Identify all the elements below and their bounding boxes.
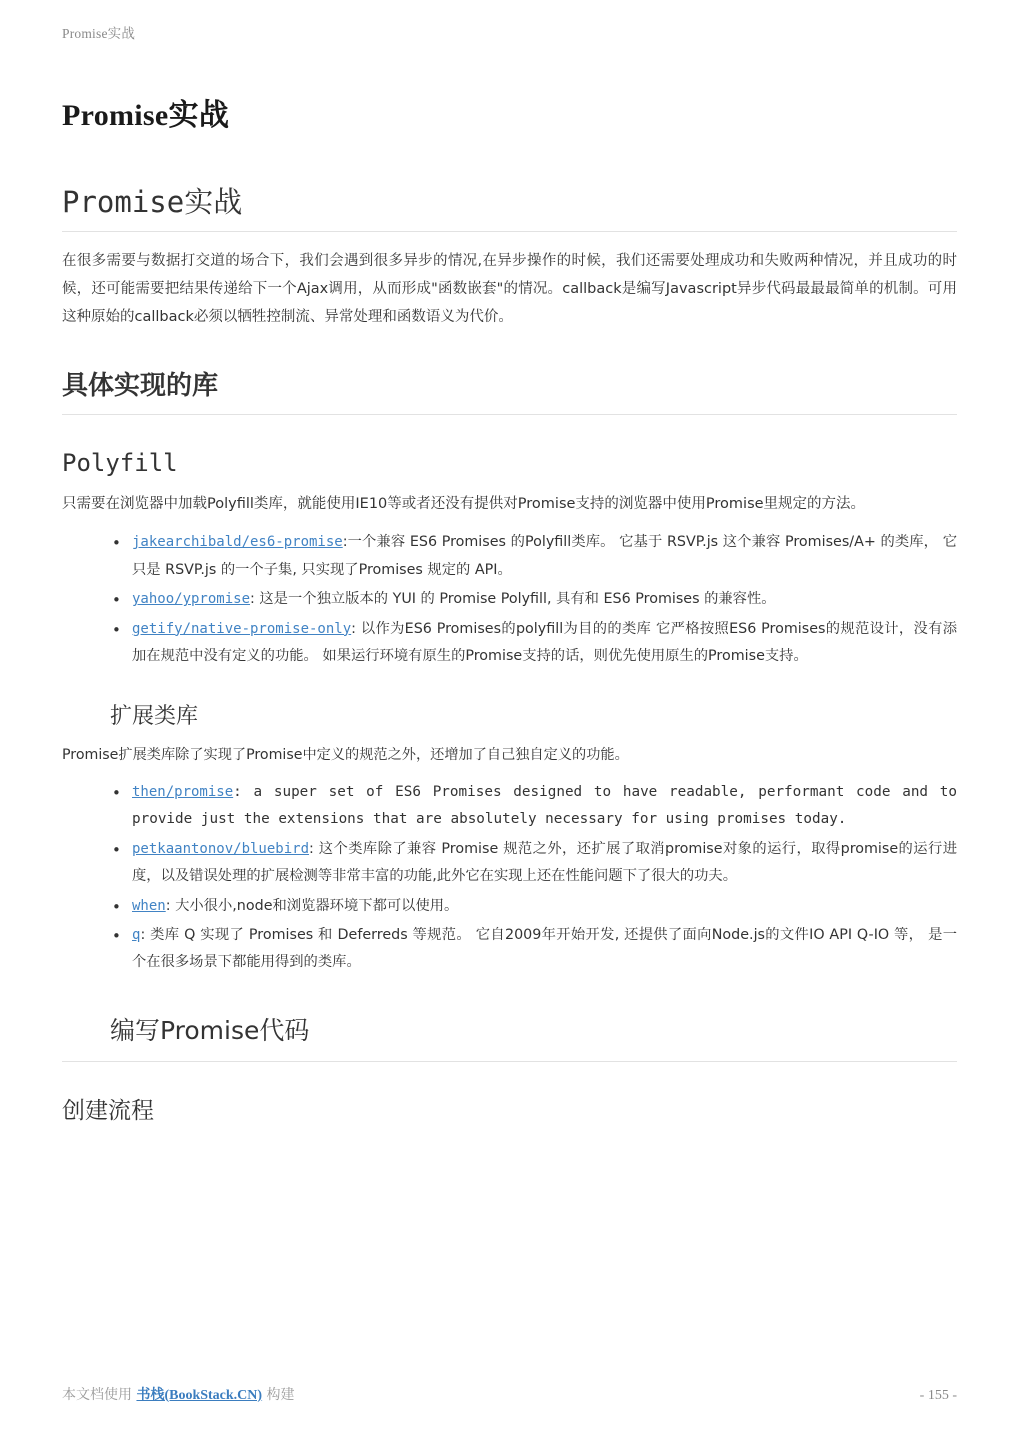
link-yahoo-ypromise[interactable]: yahoo/ypromise <box>132 591 251 608</box>
list-item-text: : 类库 Q 实现了 Promises 和 Deferreds 等规范。 它自2009年开始开发, 还提供了面向Node.js的文件IO API Q-IO 等， 是一个在很多场景下都能用得到的类库。 <box>132 926 957 971</box>
list-item-text: : 大小很小,node和浏览器环境下都可以使用。 <box>165 897 459 914</box>
link-then-promise[interactable]: then/promise <box>132 783 234 800</box>
list-item <box>132 836 957 891</box>
list-item <box>132 616 957 671</box>
section-heading-promise-practice: Promise实战 <box>62 180 957 232</box>
footer-brand-link[interactable]: 书栈(BookStack.CN) <box>136 1388 263 1403</box>
subsection-heading-extension-libs: 扩展类库 <box>110 703 199 729</box>
running-head: Promise实战 <box>62 26 136 41</box>
extension-libs-list <box>62 779 957 977</box>
list-item-text: :一个兼容 ES6 Promises 的Polyfill类库。 它基于 RSVP.js 这个兼容 Promises/A+ 的类库， 它只是 RSVP.js 的一个子集, 只实现了Promises 规定的 API。 <box>132 534 957 578</box>
list-item-text: : 以作为ES6 Promises的polyfill为目的的类库 它严格按照ES6 Promises的规范设计，没有添加在规范中没有定义的功能。 如果运行环境有原生的Promise支持的话，则优先使用原生的Promise支持。 <box>132 620 957 665</box>
link-jakearchibald-es6-promise[interactable]: jakearchibald/es6-promise <box>132 534 343 551</box>
intro-paragraph: 在很多需要与数据打交道的场合下，我们会遇到很多异步的情况,在异步操作的时候，我们还需要处理成功和失败两种情况，并且成功的时候，还可能需要把结果传递给下一个Ajax调用，从而形成"函数嵌套"的情况。callback是编写Javascript异步代码最最最简单的机制。可用这种原始的callback必须以牺牲控制流、异常处理和函数语义为代价。 <box>62 253 957 325</box>
section-heading-writing-promise-code: 编写Promise代码 <box>62 1011 957 1062</box>
page-number: - 155 - <box>919 1388 957 1403</box>
list-item <box>132 779 957 834</box>
polyfill-list <box>62 529 957 670</box>
list-item <box>132 922 957 977</box>
link-getify-native-promise-only[interactable]: getify/native-promise-only <box>132 620 352 637</box>
footer-prefix: 本文档使用 <box>62 1387 132 1403</box>
footer-credit <box>62 1384 295 1404</box>
list-item-text: : 这个类库除了兼容 Promise 规范之外，还扩展了取消promise对象的运行，取得promise的运行进度，以及错误处理的扩展检测等非常丰富的功能,此外它在实现上还在性能问题下了很大的功夫。 <box>132 840 957 885</box>
subsection-heading-polyfill: Polyfill <box>62 449 178 478</box>
section-heading-implementations: 具体实现的库 <box>62 365 957 415</box>
list-item-text: : 这是一个独立版本的 YUI 的 Promise Polyfill, 具有和 ES6 Promises 的兼容性。 <box>250 591 776 608</box>
extension-libs-paragraph: Promise扩展类库除了实现了Promise中定义的规范之外，还增加了自己独自定义的功能。 <box>62 746 629 763</box>
page-footer <box>62 1384 957 1404</box>
link-when[interactable]: when <box>132 897 166 914</box>
list-item <box>132 586 957 613</box>
link-q[interactable]: q <box>132 926 141 943</box>
polyfill-paragraph: 只需要在浏览器中加载Polyfill类库，就能使用IE10等或者还没有提供对Promise支持的浏览器中使用Promise里规定的方法。 <box>62 496 866 513</box>
page-title: Promise实战 <box>62 99 230 132</box>
subsection-heading-create-flow: 创建流程 <box>62 1097 154 1124</box>
list-item <box>132 529 957 584</box>
link-petkaantonov-bluebird[interactable]: petkaantonov/bluebird <box>132 840 310 857</box>
footer-suffix: 构建 <box>266 1387 295 1403</box>
list-item-text: : a super set of ES6 Promises designed to have readable, performant code and to provide just the extensions that are absolutely necessary for using promises today. <box>132 783 957 828</box>
list-item <box>132 893 957 920</box>
